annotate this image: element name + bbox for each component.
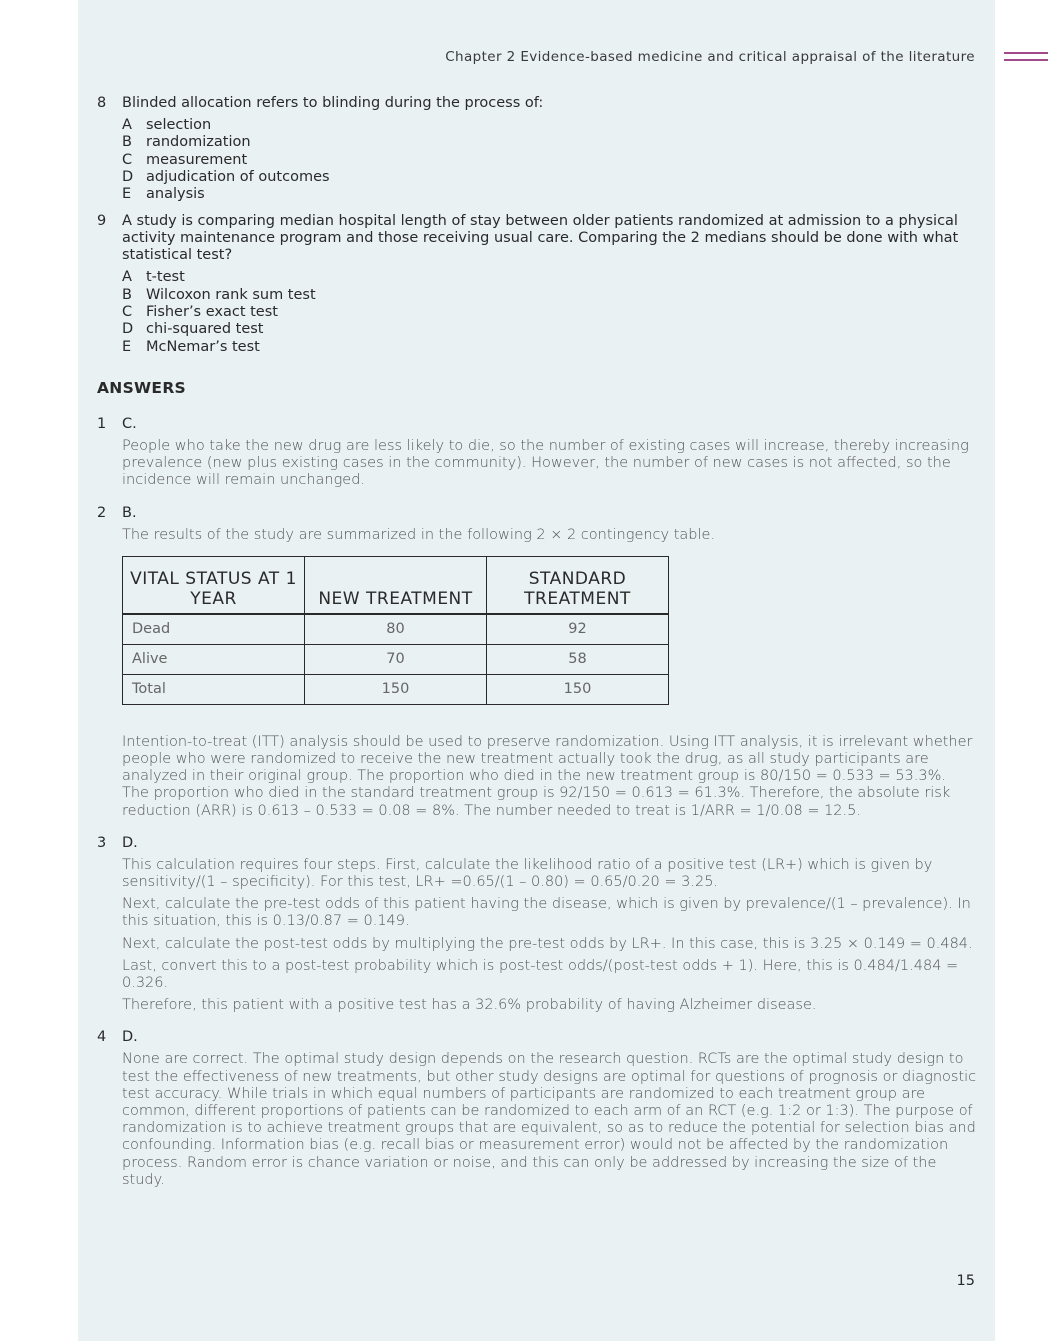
running-header: Chapter 2 Evidence-based medicine and critical appraisal of the literature — [445, 49, 975, 65]
answer-paragraph: Last, convert this to a post-test probability which is post-test odds/(post-test odds + 1). Here, this is 0.484/1.484 = 0.326. — [122, 957, 959, 992]
option-item: E analysis — [122, 186, 205, 203]
option-item: C measurement — [122, 151, 248, 168]
cell-standard: 92 — [487, 614, 669, 645]
answer-letter: D. — [122, 1029, 138, 1046]
cell-new: 150 — [305, 674, 487, 704]
question-text: A study is comparing median hospital length of stay between older patients randomized at admission to a physical activity maintenance program and those receiving usual care. Comparing the 2 medians should be done with what statistical test? — [122, 213, 959, 264]
question-number: 8 — [97, 95, 107, 111]
answer-4 — [97, 1029, 977, 1194]
accent-bar-top — [1004, 52, 1048, 54]
question-8 — [97, 95, 977, 203]
option-item: C Fisher’s exact test — [122, 304, 278, 321]
answer-paragraph: Next, calculate the post-test odds by multiplying the pre-test odds by LR+. In this case, this is 3.25 × 0.149 = 0.484. — [122, 935, 973, 952]
option-item: B randomization — [122, 134, 251, 151]
row-label: Alive — [123, 644, 305, 674]
table-intro: The results of the study are summarized in the following 2 × 2 contingency table. — [122, 526, 716, 543]
accent-bar-bottom — [1004, 59, 1048, 61]
table-header-row — [123, 556, 669, 614]
contingency-table — [122, 556, 669, 705]
option-list — [122, 269, 977, 355]
page-content — [97, 95, 977, 1194]
cell-new: 70 — [305, 644, 487, 674]
option-item: E McNemar’s test — [122, 338, 260, 355]
table-row — [123, 674, 669, 704]
answer-letter: D. — [122, 834, 138, 851]
option-item: B Wilcoxon rank sum test — [122, 286, 316, 303]
cell-standard: 58 — [487, 644, 669, 674]
answer-letter: B. — [122, 504, 137, 521]
answer-2 — [97, 505, 977, 825]
answer-paragraph: Therefore, this patient with a positive test has a 32.6% probability of having Alzheimer disease. — [122, 997, 817, 1014]
answer-number: 3 — [97, 834, 107, 851]
option-item: D adjudication of outcomes — [122, 168, 330, 185]
table-row — [123, 644, 669, 674]
answer-number: 2 — [97, 504, 107, 521]
option-item: A t-test — [122, 269, 185, 286]
answer-letter: C. — [122, 415, 137, 432]
answer-number: 1 — [97, 415, 107, 432]
table-header-standard-treatment: STANDARD TREATMENT — [487, 556, 669, 614]
row-label: Dead — [123, 614, 305, 645]
answer-paragraph: Next, calculate the pre-test odds of this patient having the disease, which is given by prevalence/(1 – prevalence). In this situation, this is 0.13/0.87 = 0.149. — [122, 896, 971, 930]
answers-heading: ANSWERS — [97, 378, 187, 397]
option-item: D chi-squared test — [122, 321, 264, 338]
question-text: Blinded allocation refers to blinding during the process of: — [122, 95, 544, 111]
cell-new: 80 — [305, 614, 487, 645]
answer-paragraph: People who take the new drug are less likely to die, so the number of existing cases will increase, thereby increasing prevalence (new plus existing cases in the community). However, the number of new cases is not affected, so the incidence will remain unchanged. — [122, 437, 969, 489]
cell-standard: 150 — [487, 674, 669, 704]
answer-paragraph: This calculation requires four steps. First, calculate the likelihood ratio of a positive test (LR+) which is given by sensitivity/(1 – specificity). For this test, LR+ =0.65/(1 – 0.80) = 0.65/0.20 = 3.25. — [122, 856, 933, 890]
option-list — [122, 117, 977, 203]
question-9 — [97, 213, 977, 355]
answer-1 — [97, 416, 977, 495]
answer-paragraph: None are correct. The optimal study design depends on the research question. RCTs are the optimal study design to test the effectiveness of new treatments, but other study designs are optimal for questions of prognosis or diagnostic test accuracy. While trials in which equal numbers of participants are randomized to each treatment group are common, different proportions of patients can be randomized to each arm of an RCT (e.g. 1:2 or 1:3). The purpose of randomization is to achieve treatment groups that are equivalent, so as to reduce the potential for selection bias and confounding. Information bias (e.g. recall bias or measurement error) would not be affected by the randomization process. Random error is chance variation or noise, and this can only be addressed by increasing the size of the study. — [122, 1051, 977, 1188]
option-item: A selection — [122, 117, 212, 133]
table-header-new-treatment: NEW TREATMENT — [305, 556, 487, 614]
table-header-vital-status: VITAL STATUS AT 1 YEAR — [123, 556, 305, 614]
table-row — [123, 614, 669, 645]
answer-paragraph: Intention-to-treat (ITT) analysis should be used to preserve randomization. Using ITT analysis, it is irrelevant whether people who were randomized to receive the new treatment actually took the drug, as all study participants are analyzed in their original group. The proportion who died in the new treatment group is 80/150 = 0.533 = 53.3%. The proportion who died in the standard treatment group is 92/150 = 0.613 = 61.3%. Therefore, the absolute risk reduction (ARR) is 0.613 – 0.533 = 0.08 = 8%. The number needed to treat is 1/ARR = 1/0.08 = 12.5. — [122, 733, 973, 819]
answer-number: 4 — [97, 1029, 107, 1046]
row-label: Total — [123, 674, 305, 704]
page-number: 15 — [956, 1273, 975, 1289]
answer-3 — [97, 835, 977, 1020]
question-number: 9 — [97, 213, 107, 230]
